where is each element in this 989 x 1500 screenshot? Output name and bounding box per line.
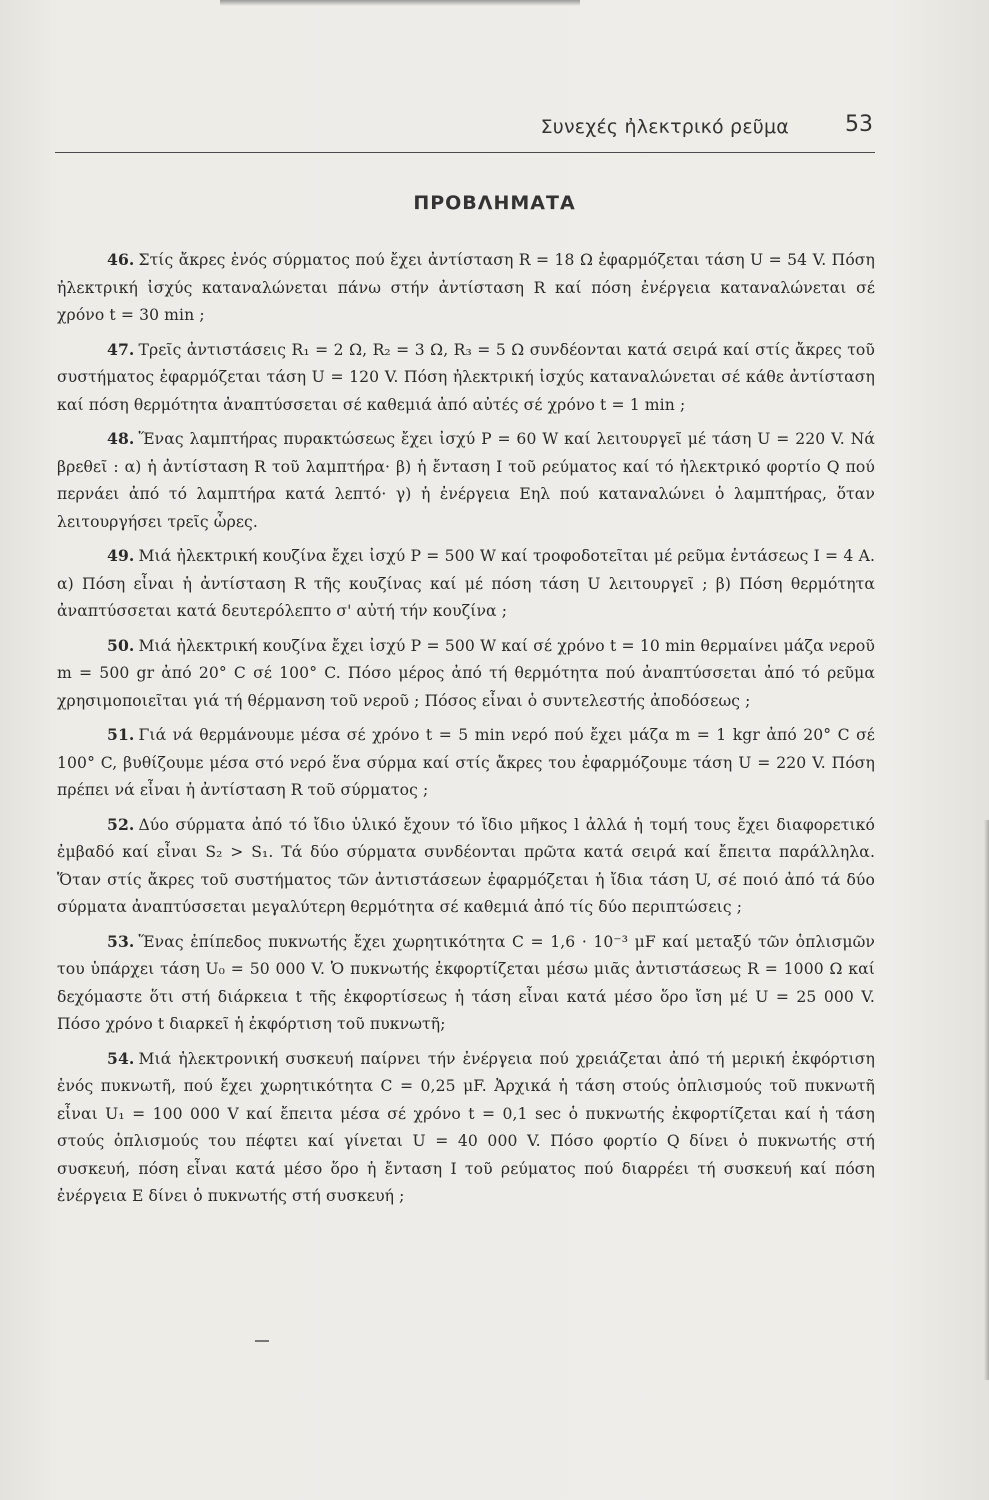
running-title: Συνεχές ἠλεκτρικό ρεῦμα xyxy=(540,116,789,138)
problem-50 xyxy=(57,632,875,716)
problem-number: 49. xyxy=(107,546,135,565)
problem-54 xyxy=(57,1045,875,1211)
page-header xyxy=(55,112,875,153)
problem-number: 53. xyxy=(107,931,135,951)
problem-text: Ἕνας λαμπτήρας πυρακτώσεως ἔχει ἰσχύ P = 60 W καί λειτουργεῖ μέ τάση U = 220 V. Νά βρεθεῖ : α) ἡ ἀντίσταση R τοῦ λαμπτήρα· β) ἡ ἔνταση I τοῦ ρεύματος καί τό ἠλεκτρικό φορτίο Q πού περνάει ἀπό τό λαμπτήρα κατά λεπτό· γ) ἡ ἐνέργεια Eηλ πού καταναλώνει ὁ λαμπτήρας, ὅταν λειτουργήσει τρεῖς ὧρες. xyxy=(57,430,875,531)
problem-53 xyxy=(57,928,875,1039)
problem-text: Ἕνας ἐπίπεδος πυκνωτής ἔχει χωρητικότητα C = 1,6 · 10⁻³ μF καί μεταξύ τῶν ὁπλισμῶν του ὑπάρχει τάση U₀ = 50 000 V. Ὁ πυκνωτής ἐκφορτίζεται μέσω μιᾶς ἀντιστάσεως R = 1000 Ω καί δεχόμαστε ὅτι στή διάρκεια t τῆς ἐκφορτίσεως ἡ τάση εἶναι κατά μέσο ὅρο ἴση μέ U = 25 000 V. Πόσο χρόνο t διαρκεῖ ἡ ἐκφόρτιση τοῦ πυκνωτῆ; xyxy=(57,932,875,1033)
problem-number: 46. xyxy=(107,250,135,269)
page-number: 53 xyxy=(845,112,873,137)
problem-number: 47. xyxy=(107,339,135,359)
problem-text: Μιά ἠλεκτρονική συσκευή παίρνει τήν ἐνέργεια πού χρειάζεται ἀπό τή μερική ἐκφόρτιση ἑνός πυκνωτῆ, πού ἔχει χωρητικότητα C = 0,25 μF. Ἀρχικά ἡ τάση στούς ὁπλισμούς τοῦ πυκνωτῆ εἶναι U₁ = 100 000 V καί ἔπειτα μέσα σέ χρόνο t = 0,1 sec ὁ πυκνωτής ἐκφορτίζεται καί ἡ τάση στούς ὁπλισμούς του πέφτει καί γίνεται U = 40 000 V. Πόσο φορτίο Q δίνει ὁ πυκνωτής στή συσκευή, πόση εἶναι κατά μέσο ὅρο ἡ ἔνταση I τοῦ ρεύματος πού διαρρέει τή συσκευή καί πόση ἐνέργεια E δίνει ὁ πυκνωτής στή συσκευή ; xyxy=(57,1049,875,1205)
problem-number: 52. xyxy=(107,814,135,834)
problem-text: Γιά νά θερμάνουμε μέσα σέ χρόνο t = 5 min νερό πού ἔχει μάζα m = 1 kgr ἀπό 20° C σέ 100° C, βυθίζουμε μέσα στό νερό ἕνα σύρμα καί στίς ἄκρες του ἐφαρμόζουμε τάση U = 220 V. Πόση πρέπει νά εἶναι ἡ ἀντίσταση R τοῦ σύρματος ; xyxy=(57,726,875,799)
problem-text: Μιά ἠλεκτρική κουζίνα ἔχει ἰσχύ P = 500 W καί σέ χρόνο t = 10 min θερμαίνει μάζα νεροῦ m = 500 gr ἀπό 20° C σέ 100° C. Πόσο μέρος ἀπό τή θερμότητα πού ἀναπτύσσεται ἀπό τό ρεῦμα χρησιμοποιεῖται γιά τή θέρμανση τοῦ νεροῦ ; Πόσος εἶναι ὁ συντελεστής ἀποδόσεως ; xyxy=(57,636,875,710)
problem-number: 48. xyxy=(107,429,135,448)
problem-46 xyxy=(57,246,875,330)
problem-text: Δύο σύρματα ἀπό τό ἴδιο ὑλικό ἔχουν τό ἴδιο μῆκος l ἀλλά ἡ τομή τους ἔχει διαφορετικό ἐμβαδό καί εἶναι S₂ > S₁. Τά δύο σύρματα συνδέονται πρῶτα κατά σειρά καί ἔπειτα παράλληλα. Ὅταν στίς ἄκρες τοῦ συστήματος τῶν ἀντιστάσεων ἐφαρμόζεται ἡ ἴδια τάση U, σέ ποιό ἀπό τά δύο σύρματα ἀναπτύσσεται μεγαλύτερη θερμότητα σέ καθεμιά ἀπό τίς δύο περιπτώσεις ; xyxy=(57,815,875,916)
stray-mark xyxy=(255,1340,269,1342)
problem-text: Μιά ἠλεκτρική κουζίνα ἔχει ἰσχύ P = 500 W καί τροφοδοτεῖται μέ ρεῦμα ἐντάσεως I = 4 A. α) Πόση εἶναι ἡ ἀντίσταση R τῆς κουζίνας καί μέ πόση τάση U λειτουργεῖ ; β) Πόση θερμότητα ἀναπτύσσεται κατά δευτερόλεπτο σ' αὐτή τήν κουζίνα ; xyxy=(57,547,875,620)
problem-number: 50. xyxy=(107,635,135,655)
problem-48 xyxy=(57,425,875,536)
problem-51 xyxy=(57,721,875,805)
problem-text: Στίς ἄκρες ἑνός σύρματος πού ἔχει ἀντίσταση R = 18 Ω ἐφαρμόζεται τάση U = 54 V. Πόση ἠλεκτρική ἰσχύς καταναλώνεται πάνω στήν ἀντίσταση R καί πόση ἐνέργεια καταναλώνεται σέ χρόνο t = 30 min ; xyxy=(57,251,875,324)
problem-49 xyxy=(57,542,875,626)
problem-number: 51. xyxy=(107,725,135,744)
problem-52 xyxy=(57,811,875,922)
problems-list xyxy=(57,246,875,1217)
problem-text: Τρεῖς ἀντιστάσεις R₁ = 2 Ω, R₂ = 3 Ω, R₃ = 5 Ω συνδέονται κατά σειρά καί στίς ἄκρες τοῦ συστήματος ἐφαρμόζεται τάση U = 120 V. Πόση ἠλεκτρική ἰσχύς καταναλώνεται σέ κάθε ἀντίσταση καί πόση θερμότητα ἀναπτύσσεται σέ καθεμιά ἀπό αὐτές σέ χρόνο t = 1 min ; xyxy=(57,340,875,414)
problem-number: 54. xyxy=(107,1048,135,1068)
top-binding-shadow xyxy=(220,0,580,6)
problem-47 xyxy=(57,336,875,420)
section-title: ΠΡΟΒΛΗΜΑΤΑ xyxy=(413,192,576,214)
page-edge-shadow xyxy=(984,820,989,1380)
